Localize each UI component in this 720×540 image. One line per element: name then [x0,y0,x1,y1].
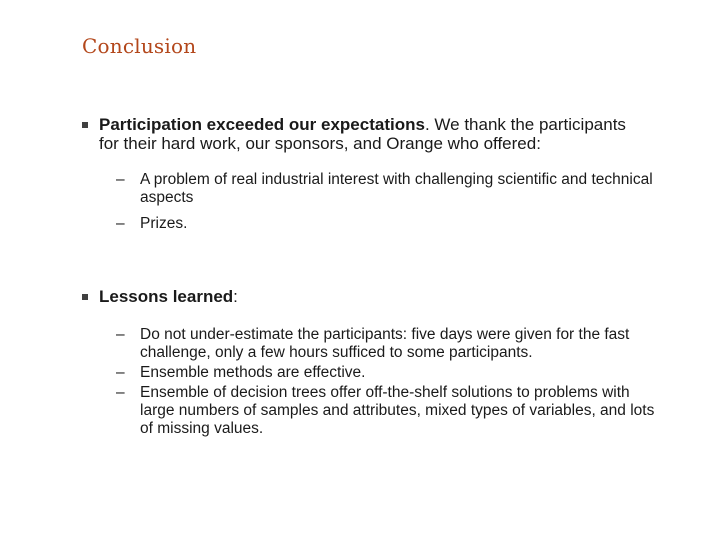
bullet-rest-text: : [233,287,238,306]
sub-item [116,171,682,207]
sub-item [116,215,682,233]
bullet-text [99,287,639,306]
sub-item [116,326,682,362]
sub-item-text: Ensemble methods are effective. [140,364,366,381]
bullet-text [99,115,639,153]
dash-bullet-icon: – [116,326,125,343]
sub-list [116,326,682,438]
bullet-bold-text: Lessons learned [99,287,234,306]
dash-bullet-icon: – [116,215,125,232]
sub-item-text: Prizes. [140,215,188,232]
square-bullet-icon [82,122,88,128]
bullet-participation [82,115,682,241]
bullet-rest-text: . We thank the participants for their hard work, our sponsors, and Orange who offered: [99,115,626,153]
dash-bullet-icon: – [116,171,125,188]
bullet-bold-text: Participation exceeded our expectations [99,115,425,134]
bullet-line [82,287,682,306]
sub-item [116,364,682,382]
sub-list [116,171,682,233]
square-bullet-icon [82,294,88,300]
slide-title: Conclusion [82,34,197,58]
bullet-lessons [82,287,682,440]
sub-item-text: Ensemble of decision trees offer off-the-shelf solutions to problems with large numbers of samples and attributes, mixed types of variables, and lots of missing values. [140,384,655,437]
dash-bullet-icon: – [116,384,125,401]
sub-item-text: A problem of real industrial interest with challenging scientific and technical aspects [140,171,653,206]
sub-item-text: Do not under-estimate the participants: five days were given for the fast challenge, only a few hours sufficed to some participants. [140,326,630,361]
dash-bullet-icon: – [116,364,125,381]
sub-item [116,384,682,438]
bullet-line [82,115,682,153]
